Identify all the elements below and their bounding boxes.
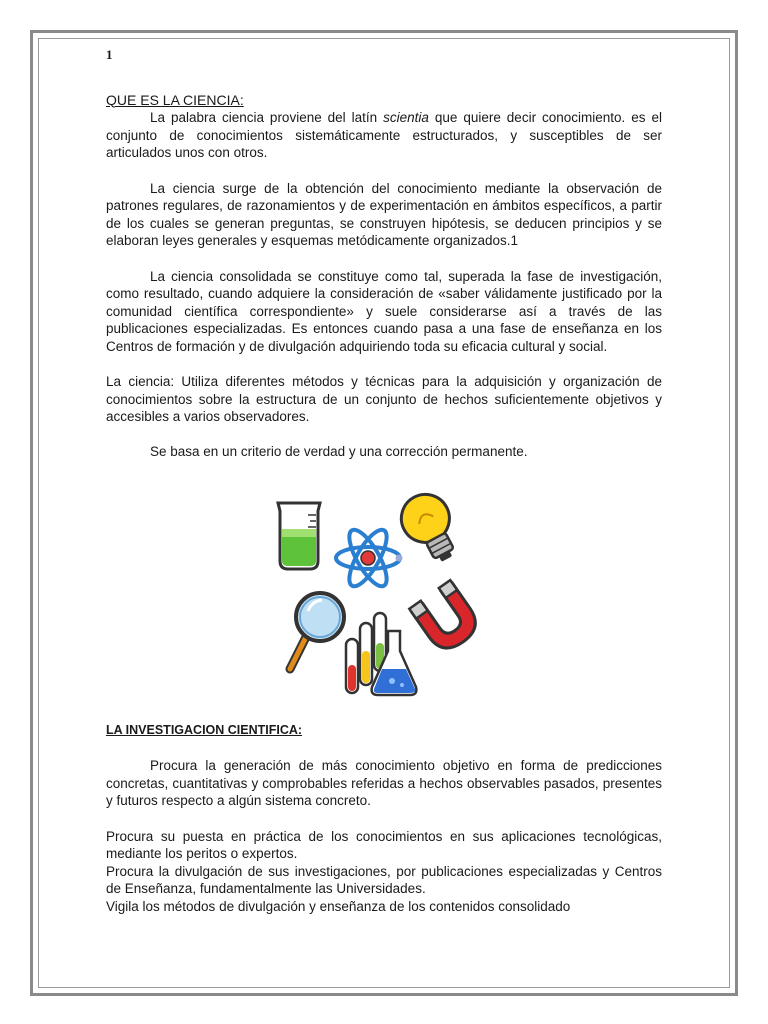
paragraph: La ciencia consolidada se constituye como tal, superada la fase de investigación, como resultado, cuando adquiere la consideración de «saber válidamente justificado por la comunidad científica correspondiente» y suele considerarse así a través de las publicaciones especializadas. Es entonces cuando pasa a una fase de enseñanza en los Centros de formación y de divulgación adquiriendo toda su eficacia cultural y social.	[106, 268, 662, 354]
paragraph: Se basa en un criterio de verdad y una corrección permanente.	[150, 444, 528, 460]
page-number: 1	[106, 47, 113, 62]
paragraph: Vigila los métodos de divulgación y enseñanza de los contenidos consolidado	[106, 899, 571, 914]
test-tubes-flask-icon	[342, 607, 422, 699]
atom-icon	[332, 527, 404, 589]
document-body	[106, 46, 662, 916]
paragraph: La ciencia surge de la obtención del conocimiento mediante la observación de patrones regulares, de razonamientos y de experimentación en ámbitos específicos, a partir de los cuales se generan preguntas, se construyen hipótesis, se deducen principios y se elaboran leyes generales y esquemas metódicamente organizados.1	[106, 180, 662, 249]
lightbulb-icon	[396, 489, 466, 569]
paragraph: Procura la generación de más conocimiento objetivo en forma de predicciones concretas, cuantitativas y comprobables referidas a hechos observables pasados, presentes y futuros respecto a algún sistema concreto.	[106, 758, 662, 809]
science-illustration	[264, 487, 484, 702]
paragraph: Procura la divulgación de sus investigaciones, por publicaciones especializadas y Centros de Enseñanza, fundamentalmente las Universidades.	[106, 863, 662, 897]
magnet-icon	[412, 583, 482, 655]
paragraph: La palabra ciencia proviene del latín scientia que quiere decir conocimiento. es el conjunto de conocimientos sistemáticamente estructurados, y susceptibles de ser articulados unos con otros.	[106, 110, 662, 161]
section-heading-ciencia: QUE ES LA CIENCIA:	[106, 91, 244, 108]
beaker-icon	[272, 499, 330, 571]
section-heading-investigacion: LA INVESTIGACION CIENTIFICA:	[106, 723, 303, 738]
paragraph: La ciencia: Utiliza diferentes métodos y técnicas para la adquisición y organización de conocimientos sobre la estructura de un conjunto de hechos suficientemente objetivos y accesibles a varios observadores.	[106, 374, 662, 425]
magnifying-glass-icon	[284, 589, 350, 675]
paragraph: Procura su puesta en práctica de los conocimientos en sus aplicaciones tecnológicas, mediante los peritos o expertos.	[106, 828, 662, 862]
